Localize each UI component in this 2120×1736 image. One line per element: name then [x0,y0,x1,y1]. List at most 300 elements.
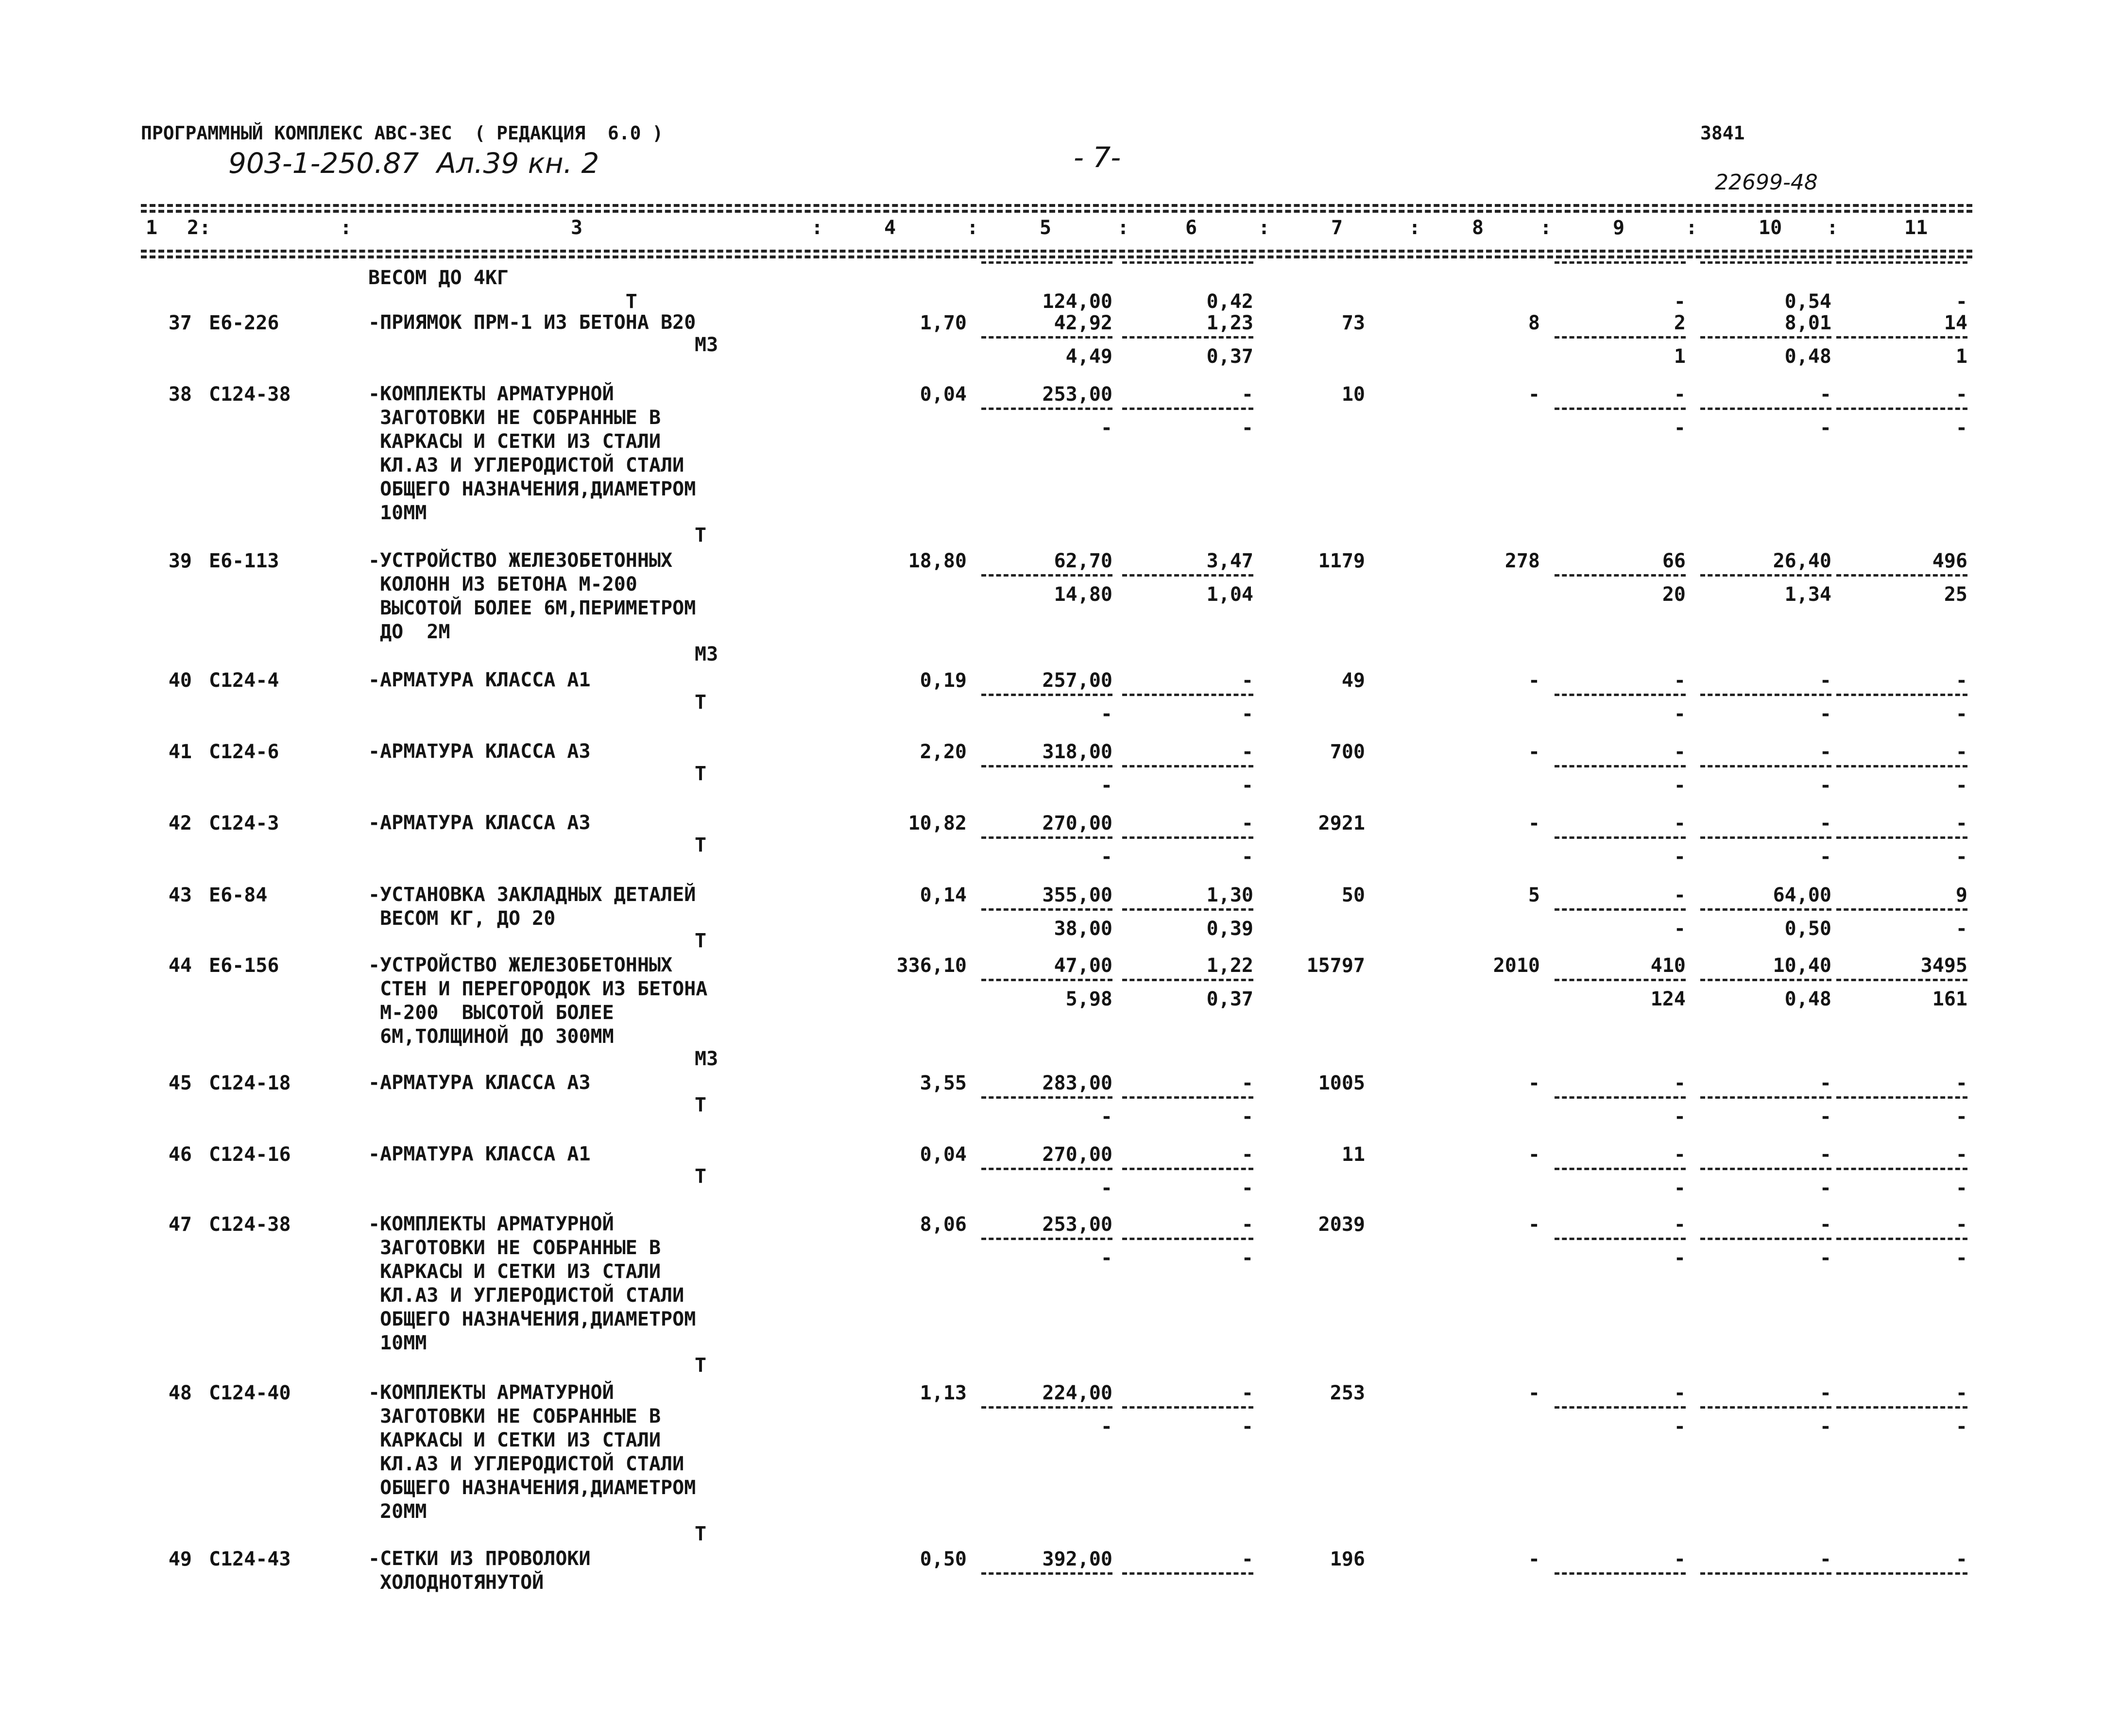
row-number: 40 [168,669,192,692]
labor-hours: - [1819,1143,1831,1166]
labor-total: - [1955,741,1967,763]
machine-cost-secondary: - [1674,1415,1686,1438]
cell-divider [1836,408,1967,410]
labor-total-secondary: 25 [1944,583,1967,606]
unit-cost-secondary: 5,98 [1065,988,1112,1010]
machine-cost: - [1674,669,1686,692]
column-separator: : [1117,217,1129,239]
cell-divider [1555,765,1686,767]
column-header-9: 9 [1613,217,1625,239]
machine-cost: 2 [1674,312,1686,334]
machine-cost-secondary: - [1674,1247,1686,1269]
cell-divider [1836,261,1967,264]
unit-cost: 270,00 [1042,812,1112,834]
labor-total: - [1955,1072,1967,1094]
unit-wage: 1,30 [1206,884,1253,906]
machine-cost: - [1674,1072,1686,1094]
labor-total-secondary: 1 [1955,345,1967,368]
quantity: 1,13 [920,1382,967,1404]
unit-cost: 47,00 [1054,954,1112,977]
row-code: С124-3 [209,812,279,834]
row-description: -УСТАНОВКА ЗАКЛАДНЫХ ДЕТАЛЕЙ ВЕСОМ КГ, ДО 20 [368,884,696,930]
cell-divider [981,694,1112,696]
unit-wage: - [1241,1143,1253,1166]
labor-total: - [1955,1382,1967,1404]
total-cost: 50 [1341,884,1365,906]
unit-label: Т [695,930,707,952]
column-header-1: 1 [146,217,158,239]
labor-total: - [1955,1548,1967,1570]
unit-cost: 355,00 [1042,884,1112,906]
labor-hours: - [1819,1213,1831,1236]
quantity: 0,04 [920,383,967,406]
row-description: -УСТРОЙСТВО ЖЕЛЕЗОБЕТОННЫХ СТЕН И ПЕРЕГОРОДОК ИЗ БЕТОНА М-200 ВЫСОТОЙ БОЛЕЕ 6М,ТОЛЩИНОЙ ДО 300ММ [368,954,708,1048]
row-code: С124-6 [209,741,279,763]
row-code: Е6-156 [209,954,279,977]
row-description: -ПРИЯМОК ПРМ-1 ИЗ БЕТОНА В20 [368,311,696,334]
column-header-8: 8 [1472,217,1484,239]
labor-hours-secondary: - [1819,1415,1831,1438]
cell-divider [1122,574,1253,577]
quantity: 1,70 [920,312,967,334]
row-code: С124-43 [209,1548,291,1570]
unit-label: Т [695,1165,707,1188]
unit-label: Т [695,1354,707,1377]
labor-total: - [1955,669,1967,692]
row-number: 38 [168,383,192,406]
row-number: 39 [168,550,192,572]
machine-cost-secondary: - [1674,1106,1686,1128]
labor-total-secondary: - [1955,846,1967,868]
unit-wage: - [1241,383,1253,406]
labor-total-secondary: - [1955,1177,1967,1199]
cell-divider [981,336,1112,339]
cell-divider [1122,836,1253,839]
column-separator: : [811,217,823,239]
column-separator: : [1686,217,1698,239]
row-description: -АРМАТУРА КЛАССА А3 [368,740,591,763]
total-wage: 5 [1528,884,1540,906]
labor-hours-secondary: - [1819,1106,1831,1128]
row-description: -СЕТКИ ИЗ ПРОВОЛОКИ ХОЛОДНОТЯНУТОЙ [368,1548,591,1594]
labor-total-secondary: - [1955,1415,1967,1438]
cell-divider [981,765,1112,767]
unit-cost: 42,92 [1054,312,1112,334]
labor-hours-secondary: - [1819,846,1831,868]
total-cost: 1179 [1318,550,1365,572]
unit-wage-secondary: - [1241,1177,1253,1199]
cell-divider [1700,979,1831,981]
cell-divider [981,261,1112,264]
machine-cost-secondary: - [1674,417,1686,439]
total-wage: - [1528,1143,1540,1166]
cell-divider [1555,261,1686,264]
unit-cost: 270,00 [1042,1143,1112,1166]
labor-total: 3495 [1920,954,1967,977]
total-cost: 49 [1341,669,1365,692]
machine-cost: - [1674,1382,1686,1404]
cell-divider [981,908,1112,911]
cell-divider [1836,336,1967,339]
machine-cost: - [1674,1213,1686,1236]
cell-divider [1836,765,1967,767]
cell-divider [981,408,1112,410]
total-cost: 73 [1341,312,1365,334]
machine-cost: - [1674,383,1686,406]
cell-divider [1836,1168,1967,1170]
unit-cost-secondary: - [1100,417,1112,439]
program-header: ПРОГРАММНЫЙ КОМПЛЕКС АВС-ЗЕС ( РЕДАКЦИЯ 6.0 ) [141,122,664,144]
labor-hours: - [1819,669,1831,692]
column-separator: : [1540,217,1552,239]
cell-divider [1122,694,1253,696]
page-number: - 7- [1074,141,1121,174]
machine-cost-secondary: 124 [1650,988,1686,1010]
unit-wage: - [1241,812,1253,834]
row-code: С124-4 [209,669,279,692]
machine-cost-secondary: - [1674,290,1686,313]
unit-cost: 224,00 [1042,1382,1112,1404]
total-wage: - [1528,1548,1540,1570]
labor-hours: - [1819,812,1831,834]
cell-divider [1836,1096,1967,1099]
row-code: Е6-113 [209,550,279,572]
unit-label: Т [695,1523,707,1545]
labor-total-secondary: - [1955,1106,1967,1128]
row-description: -УСТРОЙСТВО ЖЕЛЕЗОБЕТОННЫХ КОЛОНН ИЗ БЕТОНА М-200 ВЫСОТОЙ БОЛЕЕ 6М,ПЕРИМЕТРОМ ДО 2М [368,549,696,643]
cell-divider [1555,694,1686,696]
machine-cost: - [1674,741,1686,763]
cell-divider [981,1096,1112,1099]
labor-hours: - [1819,1382,1831,1404]
unit-wage-secondary: - [1241,846,1253,868]
unit-cost-secondary: - [1100,1415,1112,1438]
cell-divider [1555,908,1686,911]
machine-cost-secondary: - [1674,1177,1686,1199]
cell-divider [1555,336,1686,339]
labor-total-secondary: - [1955,417,1967,439]
row-description: -АРМАТУРА КЛАССА А3 [368,1072,591,1094]
unit-cost-secondary: 124,00 [1042,290,1112,313]
row-description: ВЕСОМ ДО 4КГ Т [368,267,637,313]
total-cost: 196 [1330,1548,1365,1570]
cell-divider [1700,336,1831,339]
cell-divider [1555,836,1686,839]
total-cost: 253 [1330,1382,1365,1404]
cell-divider [1836,1238,1967,1240]
machine-cost-secondary: - [1674,703,1686,725]
total-wage: - [1528,1213,1540,1236]
labor-hours-secondary: - [1819,417,1831,439]
column-separator: : [199,217,211,239]
total-wage: 8 [1528,312,1540,334]
unit-cost-secondary: - [1100,846,1112,868]
cell-divider [1122,336,1253,339]
total-wage: - [1528,669,1540,692]
labor-hours: - [1819,741,1831,763]
unit-label: Т [695,834,707,856]
labor-hours-secondary: 0,50 [1784,918,1831,940]
total-cost: 700 [1330,741,1365,763]
cell-divider [1555,979,1686,981]
unit-wage-secondary: 0,39 [1206,918,1253,940]
machine-cost: - [1674,812,1686,834]
unit-cost-secondary: - [1100,1106,1112,1128]
unit-wage-secondary: 0,37 [1206,988,1253,1010]
cell-divider [1555,574,1686,577]
unit-label: Т [695,763,707,785]
row-code: Е6-226 [209,312,279,334]
cell-divider [1555,1096,1686,1099]
unit-cost-secondary: - [1100,774,1112,797]
cell-divider [1122,1572,1253,1575]
unit-label: М3 [695,643,718,665]
labor-total: - [1955,1213,1967,1236]
machine-cost-secondary: 20 [1662,583,1686,606]
unit-cost: 253,00 [1042,383,1112,406]
unit-wage: 3,47 [1206,550,1253,572]
unit-cost-secondary: 38,00 [1054,918,1112,940]
row-number: 37 [168,312,192,334]
machine-cost: - [1674,884,1686,906]
total-wage: 2010 [1493,954,1540,977]
sheet-number: 3841 [1700,122,1745,144]
labor-total: 496 [1932,550,1967,572]
cell-divider [1836,836,1967,839]
cell-divider [1555,408,1686,410]
row-number: 49 [168,1548,192,1570]
cell-divider [1122,765,1253,767]
cell-divider [1555,1572,1686,1575]
unit-wage: - [1241,669,1253,692]
labor-total: - [1955,1143,1967,1166]
unit-cost-secondary: 14,80 [1054,583,1112,606]
column-header-10: 10 [1759,217,1782,239]
cell-divider [1836,1406,1967,1409]
row-code: С124-16 [209,1143,291,1166]
unit-cost: 318,00 [1042,741,1112,763]
labor-total: - [1955,812,1967,834]
cell-divider [1555,1406,1686,1409]
labor-total-secondary: - [1955,918,1967,940]
cell-divider [981,574,1112,577]
doc-code: 903-1-250.87 Ал.39 кн. 2 [228,147,599,180]
cell-divider [1700,908,1831,911]
quantity: 8,06 [920,1213,967,1236]
unit-wage: - [1241,741,1253,763]
row-number: 43 [168,884,192,906]
row-code: С124-18 [209,1072,291,1094]
total-wage: 278 [1505,550,1540,572]
row-code: С124-38 [209,1213,291,1236]
cell-divider [1700,408,1831,410]
total-wage: - [1528,1072,1540,1094]
unit-cost: 62,70 [1054,550,1112,572]
column-header-3: 3 [571,217,583,239]
unit-wage-secondary: - [1241,1106,1253,1128]
unit-label: Т [695,1094,707,1116]
total-cost: 10 [1341,383,1365,406]
reference-number: 22699-48 [1715,170,1818,195]
column-separator: : [1827,217,1839,239]
cell-divider [1700,1572,1831,1575]
cell-divider [981,1572,1112,1575]
cell-divider [1122,979,1253,981]
unit-label: М3 [695,1048,718,1070]
unit-wage: 1,23 [1206,312,1253,334]
cell-divider [981,979,1112,981]
unit-wage-secondary: 0,37 [1206,345,1253,368]
cell-divider [1836,908,1967,911]
machine-cost-secondary: - [1674,846,1686,868]
labor-total-secondary: - [1955,774,1967,797]
quantity: 336,10 [896,954,967,977]
quantity: 0,50 [920,1548,967,1570]
cell-divider [981,1168,1112,1170]
unit-cost-secondary: - [1100,703,1112,725]
total-cost: 2921 [1318,812,1365,834]
labor-hours-secondary: 1,34 [1784,583,1831,606]
unit-wage: - [1241,1548,1253,1570]
cell-divider [1122,1096,1253,1099]
total-wage: - [1528,383,1540,406]
column-separator: : [340,217,352,239]
total-wage: - [1528,741,1540,763]
top-rule [141,204,1972,207]
quantity: 0,04 [920,1143,967,1166]
cell-divider [1700,1406,1831,1409]
row-description: -КОМПЛЕКТЫ АРМАТУРНОЙ ЗАГОТОВКИ НЕ СОБРАННЫЕ В КАРКАСЫ И СЕТКИ ИЗ СТАЛИ КЛ.А3 И УГЛЕРОДИСТОЙ СТАЛИ ОБЩЕГО НАЗНАЧЕНИЯ,ДИАМЕТРОМ 10ММ [368,383,696,524]
row-description: -КОМПЛЕКТЫ АРМАТУРНОЙ ЗАГОТОВКИ НЕ СОБРАННЫЕ В КАРКАСЫ И СЕТКИ ИЗ СТАЛИ КЛ.А3 И УГЛЕРОДИСТОЙ СТАЛИ ОБЩЕГО НАЗНАЧЕНИЯ,ДИАМЕТРОМ 10ММ [368,1213,696,1354]
unit-wage: 1,22 [1206,954,1253,977]
labor-hours-secondary: - [1819,703,1831,725]
unit-wage-secondary: 1,04 [1206,583,1253,606]
machine-cost-secondary: - [1674,918,1686,940]
cell-divider [1122,1406,1253,1409]
unit-label: Т [695,691,707,714]
total-cost: 2039 [1318,1213,1365,1236]
cell-divider [1122,261,1253,264]
unit-cost-secondary: 4,49 [1065,345,1112,368]
cell-divider [1122,408,1253,410]
unit-wage-secondary: - [1241,1247,1253,1269]
labor-total-secondary: - [1955,290,1967,313]
column-separator: : [1258,217,1270,239]
total-cost: 11 [1341,1143,1365,1166]
cell-divider [1555,1168,1686,1170]
unit-wage: - [1241,1072,1253,1094]
column-header-11: 11 [1904,217,1928,239]
total-cost: 15797 [1306,954,1365,977]
unit-wage-secondary: - [1241,1415,1253,1438]
machine-cost-secondary: 1 [1674,345,1686,368]
labor-hours: 26,40 [1773,550,1831,572]
labor-hours-secondary: - [1819,1177,1831,1199]
unit-label: М3 [695,334,718,356]
cell-divider [1122,1238,1253,1240]
row-description: -КОМПЛЕКТЫ АРМАТУРНОЙ ЗАГОТОВКИ НЕ СОБРАННЫЕ В КАРКАСЫ И СЕТКИ ИЗ СТАЛИ КЛ.А3 И УГЛЕРОДИСТОЙ СТАЛИ ОБЩЕГО НАЗНАЧЕНИЯ,ДИАМЕТРОМ 20ММ [368,1381,696,1523]
column-header-7: 7 [1331,217,1343,239]
labor-hours: - [1819,383,1831,406]
cell-divider [1836,574,1967,577]
total-wage: - [1528,812,1540,834]
quantity: 10,82 [908,812,967,834]
row-description: -АРМАТУРА КЛАССА А1 [368,1143,591,1165]
row-number: 46 [168,1143,192,1166]
cell-divider [1836,694,1967,696]
cell-divider [1836,979,1967,981]
row-code: С124-38 [209,383,291,406]
labor-hours-secondary: - [1819,774,1831,797]
labor-total: 9 [1955,884,1967,906]
labor-hours: - [1819,1548,1831,1570]
unit-wage: - [1241,1382,1253,1404]
row-description: -АРМАТУРА КЛАССА А3 [368,812,591,834]
quantity: 0,19 [920,669,967,692]
cell-divider [1555,1238,1686,1240]
cell-divider [1700,836,1831,839]
row-code: С124-40 [209,1382,291,1404]
unit-wage-secondary: - [1241,417,1253,439]
column-header-4: 4 [884,217,896,239]
unit-label: Т [695,524,707,546]
quantity: 3,55 [920,1072,967,1094]
unit-cost: 283,00 [1042,1072,1112,1094]
row-description: -АРМАТУРА КЛАССА А1 [368,669,591,691]
labor-total-secondary: - [1955,703,1967,725]
column-header-2: 2 [187,217,199,239]
total-cost: 1005 [1318,1072,1365,1094]
labor-total: - [1955,383,1967,406]
column-header-6: 6 [1185,217,1197,239]
labor-hours: 8,01 [1784,312,1831,334]
row-number: 41 [168,741,192,763]
machine-cost-secondary: - [1674,774,1686,797]
cell-divider [1700,1168,1831,1170]
machine-cost: 410 [1650,954,1686,977]
machine-cost: 66 [1662,550,1686,572]
cell-divider [1700,694,1831,696]
unit-wage-secondary: - [1241,774,1253,797]
cell-divider [981,1406,1112,1409]
row-number: 48 [168,1382,192,1404]
labor-total-secondary: 161 [1932,988,1967,1010]
labor-total-secondary: - [1955,1247,1967,1269]
unit-cost: 257,00 [1042,669,1112,692]
machine-cost: - [1674,1548,1686,1570]
header-rule-2 [141,255,1972,258]
unit-wage-secondary: - [1241,703,1253,725]
quantity: 0,14 [920,884,967,906]
labor-hours: 10,40 [1773,954,1831,977]
cell-divider [1700,261,1831,264]
cell-divider [981,1238,1112,1240]
cell-divider [1122,1168,1253,1170]
column-separator: : [967,217,979,239]
row-number: 44 [168,954,192,977]
machine-cost: - [1674,1143,1686,1166]
labor-hours-secondary: 0,48 [1784,345,1831,368]
unit-cost-secondary: - [1100,1247,1112,1269]
cell-divider [1700,574,1831,577]
labor-hours-secondary: 0,54 [1784,290,1831,313]
row-number: 45 [168,1072,192,1094]
labor-hours-secondary: 0,48 [1784,988,1831,1010]
cell-divider [1700,1238,1831,1240]
quantity: 18,80 [908,550,967,572]
unit-wage: - [1241,1213,1253,1236]
labor-hours: 64,00 [1773,884,1831,906]
